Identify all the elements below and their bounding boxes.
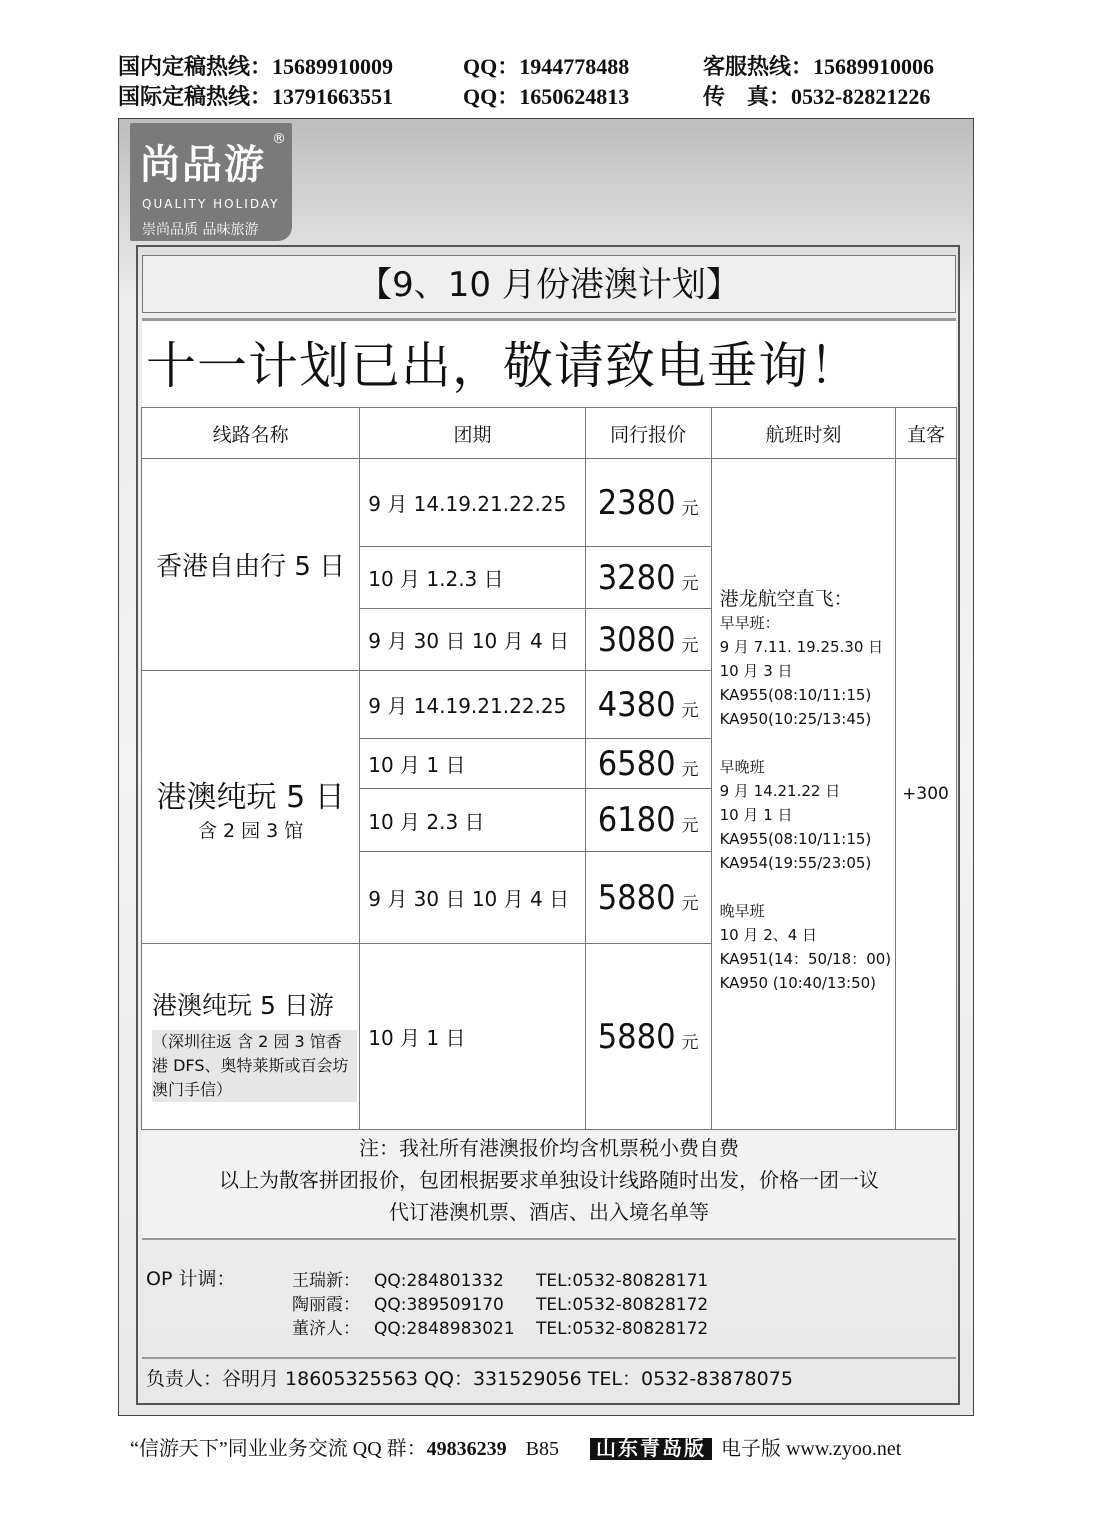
registered-icon: ® [272,131,286,147]
header-date: 团期 [360,408,585,459]
hotlines [118,52,978,112]
logo-english: QUALITY HOLIDAY [142,197,280,211]
tour-date: 9 月 30 日 10 月 4 日 [360,852,585,944]
responsible-person: 负责人：谷明月 18605325563 QQ：331529056 TEL：0532-83878075 [142,1357,956,1397]
route-sub: 含 2 园 3 馆 [197,819,304,842]
flight-schedule: 港龙航空直飞： 早早班： 9 月 7.11. 19.25.30 日 10 月 3 日 KA955(08:10/11:15) KA950(10:25/13:45) 早晚班 9 月 14.21.22 日 10 月 1 日 KA955(08:10/11:15) KA954(19:55/23:05) 晚早班 10 月 2、4 日 KA951(14：50/18：00) KA950 (10:40/13:50) [711,459,896,1130]
flight-title: 港龙航空直飞： [719,588,853,610]
route-hk-macau [142,671,360,944]
route-hk-free [142,459,360,671]
domestic-hotline: 国内定稿热线：15689910009 [118,54,394,79]
footer-right: 电子版 www.zyoo.net [720,1438,902,1460]
op-staff-row: 董济人： QQ:2848983021 TEL:0532-80828172 [292,1319,709,1339]
price-value: 6180 元 [585,789,711,852]
table-header-row [142,408,957,459]
price-value: 2380 元 [585,459,711,547]
price-value: 5880 元 [585,944,711,1130]
tour-date: 10 月 1 日 [360,944,585,1130]
note-line: 以上为散客拼团报价，包团根据要求单独设计线路随时出发，价格一团一议 [219,1168,879,1192]
price-value: 6580 元 [585,739,711,789]
price-value: 5880 元 [585,852,711,944]
header-price: 同行报价 [585,408,711,459]
price-table [141,407,957,1130]
direct-surcharge: +300 [896,459,957,1130]
headline: 十一计划已出，敬请致电垂询！ [142,318,956,408]
logo-brand: 尚品游 [140,142,266,188]
tour-date: 9 月 30 日 10 月 4 日 [360,609,585,671]
header-flight: 航班时刻 [711,408,896,459]
price-value: 4380 元 [585,671,711,739]
logo-slogan: 崇尚品质 品味旅游 [142,222,259,238]
tour-date: 9 月 14.19.21.22.25 [360,459,585,547]
intl-qq: QQ：1650624813 [463,84,630,109]
footer [130,1432,980,1462]
table-row [142,459,957,547]
tour-date: 9 月 14.19.21.22.25 [360,671,585,739]
route-note: （深圳往返 含 2 园 3 馆香港 DFS、奥特莱斯或百会坊 澳门手信） [152,1030,357,1102]
op-label: OP 计调： [146,1268,236,1290]
page-title: 【9、10 月份港澳计划】 [142,255,956,313]
route-hk-macau-sz [142,944,360,1130]
header-route: 线路名称 [142,408,360,459]
domestic-qq: QQ：1944778488 [463,54,630,79]
fax: 传 真：0532-82821226 [703,84,931,109]
note-line: 代订港澳机票、酒店、出入境名单等 [389,1200,709,1224]
footer-qq: 49836239 [426,1438,507,1460]
intl-hotline: 国际定稿热线：13791663551 [118,84,394,109]
price-value: 3080 元 [585,609,711,671]
tour-date: 10 月 1 日 [360,739,585,789]
footer-left: “信游天下”同业业务交流 QQ 群： [130,1438,427,1460]
tour-date: 10 月 1.2.3 日 [360,547,585,609]
price-value: 3280 元 [585,547,711,609]
op-staff-row: 王瑞新： QQ:284801332 TEL:0532-80828171 [292,1271,709,1291]
footer-edition: 山东青岛版 [590,1438,712,1460]
route-label: 港澳纯玩 5 日游 [152,991,334,1020]
op-staff-row: 陶丽霞： QQ:389509170 TEL:0532-80828172 [292,1295,709,1315]
route-label: 港澳纯玩 5 日 [156,779,345,815]
brand-logo [130,123,292,241]
note-line: 注：我社所有港澳报价均含机票税小费自费 [359,1136,739,1160]
footer-page: B85 [525,1438,559,1460]
notes [142,1132,956,1240]
service-hotline: 客服热线：15689910006 [703,54,935,79]
header-direct: 直客 [896,408,957,459]
tour-date: 10 月 2.3 日 [360,789,585,852]
route-label: 香港自由行 5 日 [156,552,346,582]
